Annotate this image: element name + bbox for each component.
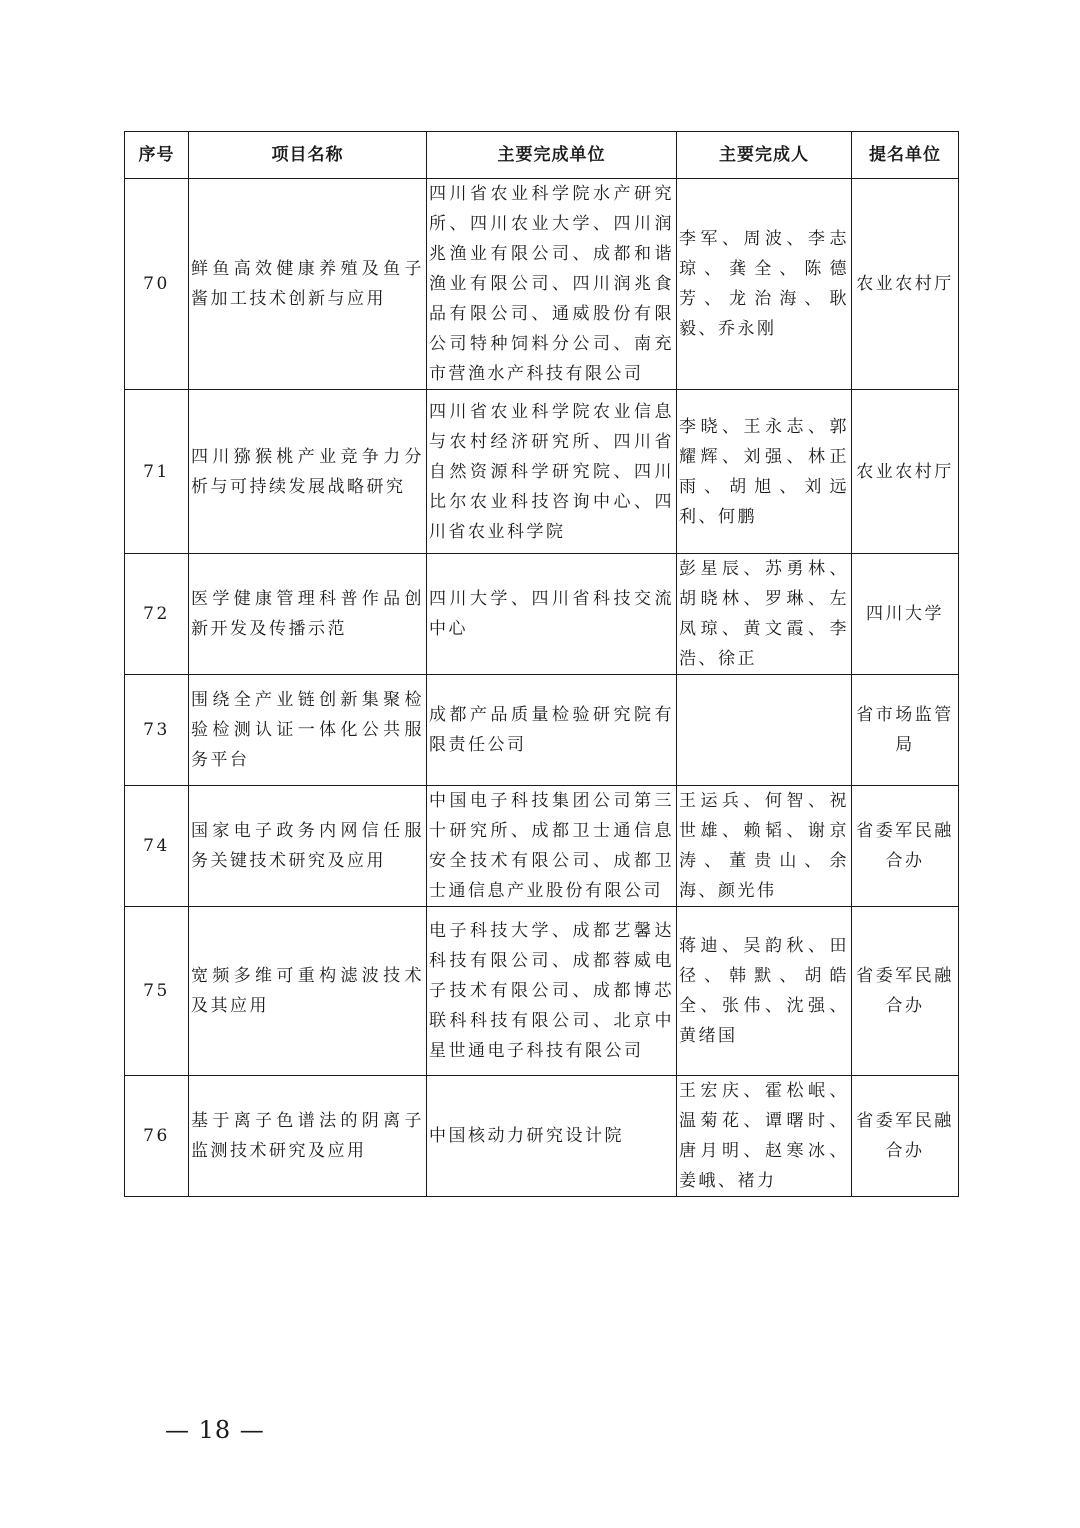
cell-main-units: 电子科技大学、成都艺馨达科技有限公司、成都蓉威电子技术有限公司、成都博芯联科科技有限公司、北京中星世通电子科技有限公司 [427, 907, 677, 1076]
table-row [125, 390, 959, 554]
award-project-table [124, 131, 959, 1197]
cell-project-name: 围绕全产业链创新集聚检验检测认证一体化公共服务平台 [189, 675, 427, 786]
cell-nominator: 省市场监管局 [852, 675, 959, 786]
header-project-name: 项目名称 [189, 132, 427, 179]
cell-project-name: 四川猕猴桃产业竞争力分析与可持续发展战略研究 [189, 390, 427, 554]
table-header-row [125, 132, 959, 179]
table-row [125, 554, 959, 675]
table-row [125, 786, 959, 907]
table-row [125, 675, 959, 786]
header-main-people: 主要完成人 [677, 132, 852, 179]
cell-project-name: 国家电子政务内网信任服务关键技术研究及应用 [189, 786, 427, 907]
cell-nominator: 农业农村厅 [852, 179, 959, 390]
cell-main-people: 李晓、王永志、郭耀辉、刘强、林正雨、胡旭、刘远利、何鹏 [677, 390, 852, 554]
cell-no: 70 [125, 179, 189, 390]
cell-main-units: 中国电子科技集团公司第三十研究所、成都卫士通信息安全技术有限公司、成都卫士通信息产业股份有限公司 [427, 786, 677, 907]
cell-no: 72 [125, 554, 189, 675]
cell-nominator: 省委军民融合办 [852, 1076, 959, 1197]
cell-main-units: 中国核动力研究设计院 [427, 1076, 677, 1197]
table-row [125, 1076, 959, 1197]
cell-no: 74 [125, 786, 189, 907]
page-number: — 18 — [165, 1416, 265, 1444]
cell-nominator: 省委军民融合办 [852, 786, 959, 907]
cell-main-units: 四川省农业科学院农业信息与农村经济研究所、四川省自然资源科学研究院、四川比尔农业科技咨询中心、四川省农业科学院 [427, 390, 677, 554]
cell-no: 75 [125, 907, 189, 1076]
cell-project-name: 基于离子色谱法的阴离子监测技术研究及应用 [189, 1076, 427, 1197]
cell-main-people: 蒋迪、吴韵秋、田径、韩默、胡皓全、张伟、沈强、黄绪国 [677, 907, 852, 1076]
cell-main-people: 王宏庆、霍松岷、温菊花、谭曙时、唐月明、赵寒冰、姜峨、褚力 [677, 1076, 852, 1197]
cell-project-name: 医学健康管理科普作品创新开发及传播示范 [189, 554, 427, 675]
cell-no: 71 [125, 390, 189, 554]
header-nominator: 提名单位 [852, 132, 959, 179]
cell-main-people: 王运兵、何智、祝世雄、赖韬、谢京涛、董贵山、余海、颜光伟 [677, 786, 852, 907]
cell-no: 76 [125, 1076, 189, 1197]
cell-main-people: 彭星辰、苏勇林、胡晓林、罗琳、左凤琼、黄文霞、李浩、徐正 [677, 554, 852, 675]
table-row [125, 179, 959, 390]
cell-main-units: 成都产品质量检验研究院有限责任公司 [427, 675, 677, 786]
header-no: 序号 [125, 132, 189, 179]
header-main-units: 主要完成单位 [427, 132, 677, 179]
cell-main-people [677, 675, 852, 786]
cell-main-people: 李军、周波、李志琼、龚全、陈德芳、龙治海、耿毅、乔永刚 [677, 179, 852, 390]
cell-project-name: 鲜鱼高效健康养殖及鱼子酱加工技术创新与应用 [189, 179, 427, 390]
cell-main-units: 四川大学、四川省科技交流中心 [427, 554, 677, 675]
cell-nominator: 四川大学 [852, 554, 959, 675]
cell-nominator: 农业农村厅 [852, 390, 959, 554]
cell-project-name: 宽频多维可重构滤波技术及其应用 [189, 907, 427, 1076]
cell-no: 73 [125, 675, 189, 786]
table-row [125, 907, 959, 1076]
cell-nominator: 省委军民融合办 [852, 907, 959, 1076]
cell-main-units: 四川省农业科学院水产研究所、四川农业大学、四川润兆渔业有限公司、成都和谐渔业有限公司、四川润兆食品有限公司、通威股份有限公司特种饲料分公司、南充市营渔水产科技有限公司 [427, 179, 677, 390]
